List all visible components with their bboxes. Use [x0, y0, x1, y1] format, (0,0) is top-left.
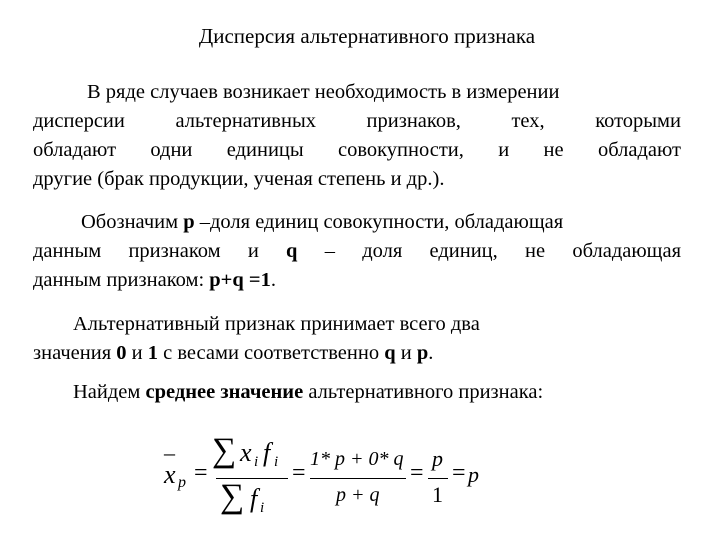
- paragraph-mean: [33, 378, 681, 407]
- text-line: данным признаком: p+q =1.: [33, 269, 276, 291]
- slide-title: Дисперсия альтернативного признака: [198, 24, 536, 48]
- mean-bar: –: [164, 440, 175, 465]
- emphasis-mean: среднее значение: [145, 381, 304, 403]
- text-line: В ряде случаев возникает необходимость в измерении: [87, 81, 560, 103]
- formula-x: x: [164, 460, 176, 489]
- text-line: Найдем среднее значение альтернативного признака:: [73, 381, 544, 403]
- equals-sign: =: [292, 460, 306, 486]
- formula-sub-p: p: [178, 474, 186, 491]
- fraction-bar: [310, 478, 406, 479]
- mean-formula: – x p = ∑ x i f i ∑ f i = 1* p + 0* q p + q = p 1 = p: [164, 432, 479, 516]
- text-line: Альтернативный признак принимает всего два: [73, 313, 480, 335]
- paragraph-intro: [33, 78, 681, 194]
- paragraph-definitions: [33, 208, 681, 295]
- symbol-p: р: [183, 211, 195, 233]
- text-line: данным признаком и q – доля единиц, не обладающая: [33, 240, 681, 262]
- equals-sign: =: [194, 460, 208, 486]
- equals-sign: =: [452, 460, 466, 486]
- sigma-icon: ∑: [220, 478, 245, 515]
- fraction-bar: [428, 478, 448, 479]
- text-line: обладают одни единицы совокупности, и не обладают: [33, 139, 681, 161]
- formula-result: p: [468, 462, 479, 487]
- text-line: Обозначим р –доля единиц совокупности, обладающая: [81, 211, 564, 233]
- symbol-q: q: [286, 240, 298, 262]
- sigma-icon: ∑: [212, 432, 237, 469]
- text-line: значения 0 и 1 с весами соответственно q и р.: [33, 342, 434, 364]
- text-line: дисперсии альтернативных признаков, тех, которыми: [33, 110, 681, 132]
- equals-sign: =: [410, 460, 424, 486]
- paragraph-values: [33, 310, 681, 368]
- text-line: другие (брак продукции, ученая степень и др.).: [33, 168, 445, 190]
- equation-p-plus-q: p+q =1: [209, 269, 271, 291]
